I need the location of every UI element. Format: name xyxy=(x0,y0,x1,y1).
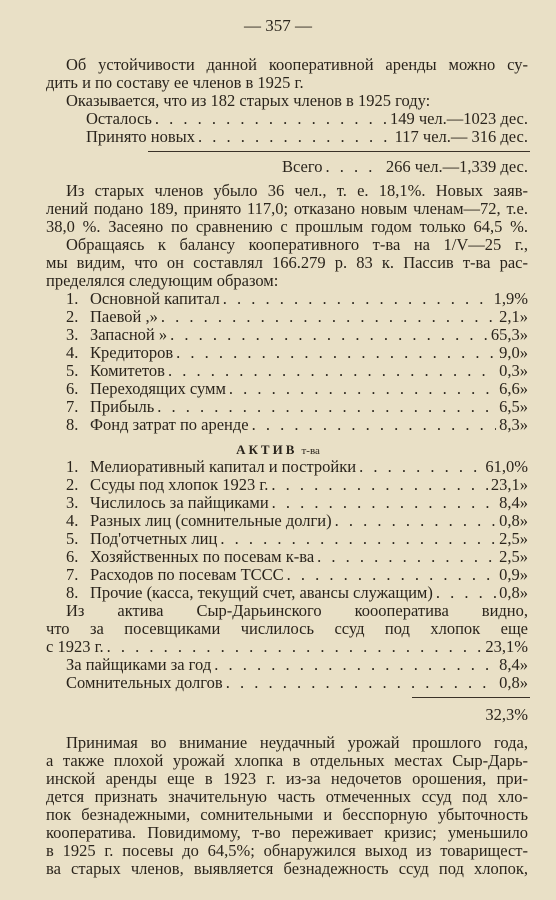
loans-value: 8,4» xyxy=(499,655,528,674)
passive-item xyxy=(66,326,528,344)
passive-item-value: 1,9% xyxy=(493,289,528,308)
passive-item-number: 8. xyxy=(66,415,79,434)
active-item-value: 2,5» xyxy=(499,547,528,566)
passive-item-value: 6,6» xyxy=(499,379,528,398)
passive-item-label: Переходящих сумм xyxy=(90,379,226,398)
para2-line-4: Обращаясь к балансу кооперативного т-ва на 1/V—25 г., xyxy=(66,235,528,254)
active-item-value: 0,9» xyxy=(499,565,528,584)
passive-item-number: 1. xyxy=(66,289,79,308)
active-item-value: 23,1» xyxy=(490,475,528,494)
active-item-number: 6. xyxy=(66,547,79,566)
members-value: 149 чел.—1023 дес. xyxy=(389,109,528,128)
loans-row xyxy=(46,638,528,656)
active-item-label: Ссуды под хлопок 1923 г. xyxy=(90,475,269,494)
active-item-number: 5. xyxy=(66,529,79,548)
loans-value: 23,1% xyxy=(485,637,528,656)
passive-item xyxy=(66,344,528,362)
active-item-value: 2,5» xyxy=(499,529,528,548)
passive-item-value: 6,5» xyxy=(499,397,528,416)
active-heading-sub: т-ва xyxy=(301,445,320,457)
passive-item-label: Паевой ,» xyxy=(90,307,158,326)
para3-line-1: Из актива Сыр-Дарьинского коооператива видно, xyxy=(66,601,528,620)
loans-value: 0,8» xyxy=(499,673,528,692)
loans-label: с 1923 г. xyxy=(46,637,104,656)
active-item-number: 3. xyxy=(66,493,79,512)
para4-line-2: а также плохой урожай хлопка в отдельных местах Сыр-Дарь- xyxy=(46,751,528,770)
passive-item-label: Фонд затрат по аренде xyxy=(90,415,249,434)
active-item-number: 7. xyxy=(66,565,79,584)
active-item-number: 4. xyxy=(66,511,79,530)
passive-item-label: Основной капитал xyxy=(90,289,220,308)
members-label: Осталось xyxy=(86,109,152,128)
passive-item-number: 7. xyxy=(66,397,79,416)
passive-item-label: Комитетов xyxy=(90,361,165,380)
para4-line-5: пок безнадежными, сомнительными и бесспорную убыточность xyxy=(46,805,528,824)
members-total-value: 266 чел.—1,339 дес. xyxy=(385,157,528,176)
active-item xyxy=(66,494,528,512)
passive-item-value: 0,3» xyxy=(499,361,528,380)
active-item-label: Числилось за пайщиками xyxy=(90,493,269,512)
active-item xyxy=(66,512,528,530)
para2-line-3: 38,0 %. Засеяно по сравнению с прошлым годом только 64,5 %. xyxy=(46,217,528,236)
para4-line-7: в 1925 г. посевы до 64,5%; обнаружился выход из товарищест- xyxy=(46,841,528,860)
active-item-label: Разных лиц (сомнительные долги) xyxy=(90,511,332,530)
intro-line-3: Оказывается, что из 182 старых членов в 1925 году: xyxy=(66,91,431,110)
active-item-label: Прочие (касса, текущий счет, авансы служащим) xyxy=(90,583,433,602)
para2-line-2: лений подано 189, принято 117,0; отказано новым членам—72, т.е. xyxy=(46,199,528,218)
passive-item-label: Запасной » xyxy=(90,325,168,344)
passive-item-number: 2. xyxy=(66,307,79,326)
active-item-number: 2. xyxy=(66,475,79,494)
passive-item xyxy=(66,362,528,380)
active-item xyxy=(66,584,528,602)
loans-label: За пайщиками за год xyxy=(66,655,212,674)
loans-row xyxy=(66,674,528,692)
para4-line-6: кооператива. Повидимому, т-во переживает кризис; уменьшило xyxy=(46,823,528,842)
para4-line-8: ва старых членов, выявляется безнадежность ссуд под хлопок, xyxy=(46,859,528,878)
passive-item xyxy=(66,308,528,326)
passive-item-number: 6. xyxy=(66,379,79,398)
passive-item-number: 4. xyxy=(66,343,79,362)
active-item-value: 0,8» xyxy=(499,511,528,530)
passive-item-label: Кредиторов xyxy=(90,343,174,362)
active-item xyxy=(66,476,528,494)
active-item-value: 61,0% xyxy=(485,457,528,476)
members-label: Принято новых xyxy=(86,127,195,146)
passive-item xyxy=(66,380,528,398)
active-item xyxy=(66,530,528,548)
loans-total: 32,3% xyxy=(485,705,528,724)
sum-rule xyxy=(412,697,530,698)
members-row xyxy=(86,128,528,146)
intro-line-2: дить и по составу ее членов в 1925 г. xyxy=(46,73,304,92)
active-item-number: 8. xyxy=(66,583,79,602)
active-item xyxy=(66,458,528,476)
active-item-label: Под'отчетных лиц xyxy=(90,529,218,548)
para2-line-1: Из старых членов убыло 36 чел., т. е. 18,1%. Новых заяв- xyxy=(66,181,528,200)
passive-item-value: 9,0» xyxy=(499,343,528,362)
active-item xyxy=(66,566,528,584)
passive-item-label: Прибыль xyxy=(90,397,155,416)
passive-item xyxy=(66,398,528,416)
active-item-label: Мелиоративный капитал и постройки xyxy=(90,457,357,476)
para2-line-6: пределялся следующим образом: xyxy=(46,271,279,290)
passive-item-value: 8,3» xyxy=(499,415,528,434)
para4-line-4: дется признать значительную часть отмеченных ссуд под хло- xyxy=(46,787,528,806)
active-item-value: 8,4» xyxy=(499,493,528,512)
members-total-row xyxy=(282,158,528,176)
para3-line-2: что за посевщиками числилось ссуд под хлопок еще xyxy=(46,619,528,638)
passive-item-number: 3. xyxy=(66,325,79,344)
passive-item-value: 65,3» xyxy=(490,325,528,344)
passive-item xyxy=(66,290,528,308)
para4-line-3: инской аренды еще в 1923 г. из-за недочетов орошения, при- xyxy=(46,769,528,788)
active-item-label: Хозяйственных по посевам к-ва xyxy=(90,547,315,566)
sum-rule xyxy=(148,151,530,152)
passive-item-number: 5. xyxy=(66,361,79,380)
active-item xyxy=(66,548,528,566)
passive-item xyxy=(66,416,528,434)
active-item-value: 0,8» xyxy=(499,583,528,602)
para4-line-1: Принимая во внимание неудачный урожай прошлого года, xyxy=(66,733,528,752)
page-number: — 357 — xyxy=(244,16,312,35)
members-value: 117 чел.— 316 дес. xyxy=(394,127,528,146)
members-row xyxy=(86,110,528,128)
active-item-number: 1. xyxy=(66,457,79,476)
para2-line-5: мы видим, что он составлял 166.279 р. 83 к. Пассив т-ва рас- xyxy=(46,253,528,272)
active-item-label: Расходов по посевам ТССС xyxy=(90,565,284,584)
loans-row xyxy=(66,656,528,674)
members-total-label: Всего xyxy=(282,157,323,176)
passive-item-value: 2,1» xyxy=(499,307,528,326)
loans-label: Сомнительных долгов xyxy=(66,673,223,692)
intro-line-1: Об устойчивости данной кооперативной аренды можно су- xyxy=(66,55,528,74)
active-heading-title: АКТИВ xyxy=(236,442,298,457)
